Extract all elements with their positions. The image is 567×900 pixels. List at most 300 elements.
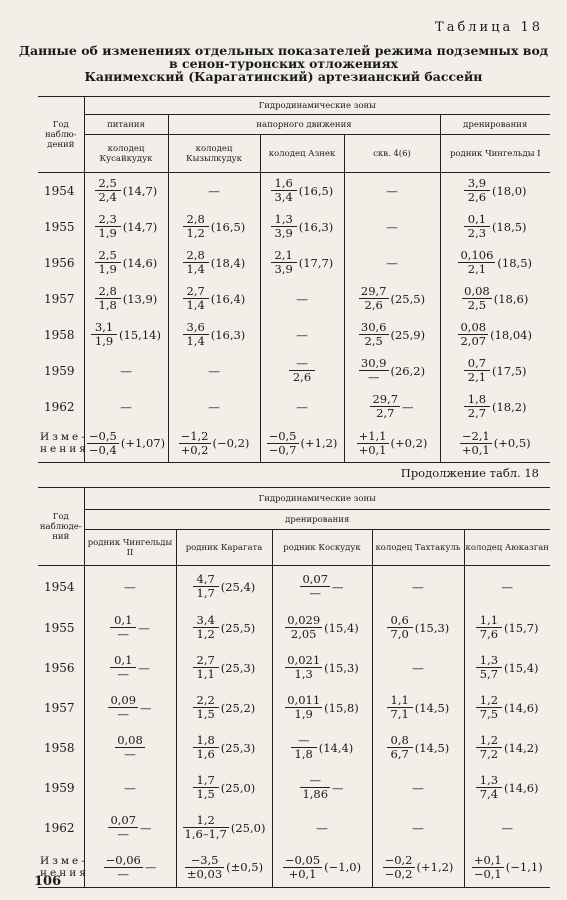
denominator: 7,4 (479, 787, 499, 801)
denominator: 3,9 (274, 226, 293, 240)
denominator: 1,2 (186, 226, 205, 240)
column-header: колодец Кызылкудук (168, 135, 260, 173)
value-cell (168, 425, 260, 463)
value-cell (260, 389, 344, 425)
numerator: 0,8 (387, 734, 413, 748)
fraction (183, 814, 229, 841)
fraction (193, 774, 219, 801)
bracket-value: (15,4) (503, 660, 539, 675)
numerator: 1,3 (476, 654, 502, 668)
denominator: 1,9 (98, 262, 117, 276)
value-cell (84, 768, 176, 808)
table-row (38, 317, 550, 353)
value-cell (344, 389, 440, 425)
value-cell (168, 317, 260, 353)
bracket-value: (18,04) (490, 327, 532, 342)
denominator: — (117, 707, 129, 721)
denominator: — (367, 370, 380, 384)
value-cell (372, 848, 464, 888)
value-cell (440, 389, 550, 425)
denominator: 3,4 (274, 190, 293, 205)
fraction (95, 285, 121, 312)
numerator: 1,7 (193, 774, 219, 788)
numerator: 2,7 (193, 654, 219, 668)
table-row (38, 173, 550, 209)
bracket-value: (−0,2) (212, 436, 250, 451)
numerator: 2,5 (95, 249, 121, 263)
value-cell (440, 317, 550, 353)
numerator: −0,05 (284, 852, 321, 867)
fraction (108, 694, 138, 721)
denominator: 2,1 (467, 370, 487, 384)
value-cell (440, 245, 550, 281)
value-cell (464, 566, 550, 608)
fraction (193, 573, 219, 600)
year-cell: 1957 (44, 700, 75, 715)
value-cell (464, 728, 550, 768)
numerator: 2,8 (183, 249, 209, 263)
bracket-value: (14,7) (122, 183, 158, 198)
table-row (38, 209, 550, 245)
denominator: 2,5 (467, 298, 487, 312)
fraction (476, 654, 502, 681)
bracket-value: — (144, 860, 157, 875)
denominator: ±0,03 (186, 866, 223, 881)
table-caption (0, 44, 567, 83)
column-header: родник Чингельды I (440, 135, 550, 173)
value-cell (344, 245, 440, 281)
fraction (359, 321, 389, 348)
value-cell (168, 281, 260, 317)
bracket-value: — (140, 700, 152, 715)
group-header: дренирования (440, 115, 550, 135)
fraction (267, 430, 299, 457)
fraction (193, 654, 219, 681)
denominator: +0,1 (358, 442, 387, 457)
fraction (476, 734, 502, 761)
bracket-value: (16,3) (298, 219, 334, 234)
fraction (285, 694, 322, 721)
bracket-value: (18,2) (491, 399, 527, 414)
value-cell (464, 688, 550, 728)
table-row (38, 728, 550, 768)
bracket-value: (25,5) (220, 620, 256, 635)
numerator: −2,1 (461, 428, 490, 443)
fraction (95, 177, 121, 204)
numerator: 1,1 (476, 614, 502, 628)
fraction (193, 694, 219, 721)
fraction (464, 213, 490, 240)
value-cell (260, 209, 344, 245)
numerator: 2,8 (95, 285, 121, 299)
value-cell (344, 317, 440, 353)
year-cell: 1958 (44, 740, 75, 755)
value-cell (84, 353, 168, 389)
denominator: 2,07 (460, 334, 487, 348)
fraction (183, 249, 209, 276)
fraction (458, 321, 488, 348)
table-row (38, 848, 550, 888)
denominator: 1,5 (196, 787, 215, 801)
bracket-value: (13,9) (122, 291, 158, 306)
value-cell (372, 608, 464, 648)
denominator: 3,9 (274, 262, 293, 276)
value-cell (272, 768, 372, 808)
bracket-value: (+0,5) (493, 436, 531, 451)
bracket-value: (14,5) (414, 700, 450, 715)
year-cell: 1955 (44, 620, 75, 635)
value-cell (372, 688, 464, 728)
dash-value: — (208, 363, 220, 378)
bracket-value: (18,5) (491, 219, 527, 234)
bracket-value: (25,0) (220, 780, 256, 795)
numerator: 29,7 (360, 284, 387, 298)
year-cell: 1958 (44, 327, 75, 342)
value-cell (84, 245, 168, 281)
denominator: 2,3 (467, 226, 487, 240)
fraction (357, 430, 389, 457)
denominator: 1,9 (294, 707, 313, 721)
fraction (387, 694, 413, 721)
bracket-value: (14,5) (414, 740, 450, 755)
numerator: 2,7 (183, 285, 209, 299)
fraction (110, 654, 136, 681)
bracket-value: (25,5) (390, 291, 426, 306)
fraction (283, 854, 322, 881)
denominator: +0,2 (180, 442, 209, 457)
value-cell (344, 281, 440, 317)
fraction (271, 249, 297, 276)
bracket-value: (15,3) (324, 660, 359, 675)
numerator: 3,6 (183, 321, 209, 335)
bracket-value: (18,4) (210, 255, 246, 270)
fraction (464, 393, 490, 420)
fraction (383, 854, 415, 881)
value-cell (84, 608, 176, 648)
value-cell (84, 281, 168, 317)
denominator: 7,5 (479, 707, 499, 721)
value-cell (272, 608, 372, 648)
year-cell: 1954 (44, 579, 75, 594)
bracket-value: (16,3) (210, 327, 246, 342)
denominator: 1,86 (302, 787, 329, 801)
value-cell (372, 566, 464, 608)
value-cell (372, 728, 464, 768)
fraction (289, 357, 315, 384)
denominator: −0,7 (268, 442, 297, 457)
value-cell (84, 728, 176, 768)
bracket-value: (25,3) (220, 740, 256, 755)
numerator: 1,1 (387, 694, 413, 708)
numerator: +0,1 (473, 852, 502, 867)
value-cell (176, 768, 272, 808)
fraction (115, 734, 145, 761)
denominator: — (124, 747, 136, 761)
denominator: 1,4 (186, 334, 205, 348)
denominator: 1,7 (196, 586, 215, 601)
numerator: 2,5 (95, 177, 121, 191)
denominator: 1,6 (196, 747, 215, 761)
denominator: 2,1 (467, 262, 487, 276)
fraction (291, 734, 317, 761)
page-number: 106 (34, 874, 62, 889)
denominator: −0,4 (88, 442, 117, 457)
numerator: 1,2 (183, 814, 229, 828)
table-row (38, 648, 550, 688)
value-cell (272, 648, 372, 688)
table-row (38, 768, 550, 808)
year-cell: 1962 (44, 820, 75, 835)
dash-value: — (208, 399, 220, 414)
table-row (38, 608, 550, 648)
bracket-value: (14,2) (503, 740, 539, 755)
bracket-value: (14,6) (503, 700, 539, 715)
denominator: — (117, 827, 129, 841)
numerator: 0,1 (110, 614, 136, 628)
year-header: Год наблюде-ний (38, 488, 84, 566)
value-cell (260, 173, 344, 209)
table-row (38, 245, 550, 281)
bracket-value: (16,5) (298, 183, 334, 198)
denominator: 1,8 (98, 298, 117, 312)
denominator: 7,1 (390, 707, 409, 721)
fraction (460, 430, 492, 457)
bracket-value: — (402, 399, 414, 414)
bracket-value: (18,5) (497, 255, 533, 270)
dash-value: — (501, 820, 513, 835)
numerator: 2,2 (193, 694, 219, 708)
numerator: 0,1 (464, 213, 490, 227)
numerator: 2,8 (183, 213, 209, 227)
numerator: 0,09 (110, 693, 137, 707)
value-cell (344, 209, 440, 245)
denominator: 2,5 (364, 334, 383, 348)
fraction (183, 213, 209, 240)
denominator: 1,4 (186, 298, 205, 312)
numerator: 0,08 (464, 284, 490, 298)
value-cell (168, 245, 260, 281)
numerator: 4,7 (193, 573, 219, 587)
fraction (300, 774, 330, 801)
dash-value: — (412, 579, 424, 594)
bracket-value: (14,4) (318, 740, 354, 755)
column-header: скв. 4(6) (344, 135, 440, 173)
numerator: 1,3 (476, 774, 502, 788)
denominator: — (117, 627, 129, 641)
value-cell (84, 566, 176, 608)
column-header: колодец Кусайкудук (84, 135, 168, 173)
continuation-label: Продолжение табл. 18 (400, 466, 539, 480)
value-cell (176, 688, 272, 728)
bracket-value: (17,7) (298, 255, 334, 270)
dash-value: — (316, 820, 328, 835)
value-cell (84, 209, 168, 245)
value-cell (168, 209, 260, 245)
table-row (38, 808, 550, 848)
dash-value: — (124, 579, 136, 594)
value-cell (84, 848, 176, 888)
bracket-value: (15,4) (324, 620, 359, 635)
fraction (110, 614, 136, 641)
denominator: −0,2 (384, 866, 413, 881)
fraction (285, 654, 322, 681)
numerator: 3,1 (91, 321, 117, 335)
value-cell (372, 808, 464, 848)
bracket-value: (15,7) (503, 620, 539, 635)
bracket-value: (+1,2) (300, 436, 338, 451)
denominator: 2,6 (292, 370, 312, 384)
numerator: 0,011 (287, 693, 321, 707)
numerator: 0,021 (287, 653, 321, 667)
group-header: дренирования (84, 510, 550, 530)
fraction (95, 249, 121, 276)
numerator: 0,07 (110, 813, 137, 827)
numerator: 30,6 (360, 320, 387, 334)
column-header: родник Чингельды II (84, 530, 176, 566)
denominator: 1,8 (294, 747, 313, 761)
value-cell (272, 728, 372, 768)
fraction (462, 285, 492, 312)
value-cell (272, 566, 372, 608)
numerator: 2,3 (95, 213, 121, 227)
fraction (193, 614, 219, 641)
value-cell (440, 353, 550, 389)
numerator: 30,9 (360, 356, 387, 370)
changes-label: Изме-нения (38, 425, 84, 463)
fraction (271, 177, 297, 204)
column-header: родник Карагата (176, 530, 272, 566)
numerator: 1,8 (464, 393, 490, 407)
fraction (95, 213, 121, 240)
table-row (38, 688, 550, 728)
data-table-2 (38, 487, 550, 888)
numerator: −1,2 (180, 428, 209, 443)
zone-header: Гидродинамические зоны (84, 488, 550, 510)
changes-label: Изме-нения (38, 848, 84, 888)
zone-header: Гидродинамические зоны (84, 97, 550, 115)
value-cell (372, 768, 464, 808)
column-header: колодец Тахтакуль (372, 530, 464, 566)
dash-value: — (120, 363, 132, 378)
bracket-value: (+1,2) (416, 860, 454, 875)
value-cell (440, 173, 550, 209)
denominator: 2,6 (364, 298, 383, 312)
group-header: питания (84, 115, 168, 135)
bracket-value: — (138, 620, 150, 635)
fraction (464, 357, 490, 384)
year-cell: 1956 (44, 255, 75, 270)
value-cell (176, 728, 272, 768)
denominator: 7,0 (390, 627, 409, 641)
value-cell (176, 808, 272, 848)
denominator: 1,9 (98, 226, 117, 240)
fraction (87, 430, 119, 457)
dash-value: — (412, 780, 424, 795)
value-cell (344, 353, 440, 389)
bracket-value: (26,2) (390, 363, 426, 378)
table-row (38, 389, 550, 425)
numerator: — (300, 774, 330, 788)
bracket-value: (18,6) (493, 291, 529, 306)
bracket-value: (16,5) (210, 219, 246, 234)
table-row (38, 353, 550, 389)
dash-value: — (501, 579, 513, 594)
numerator: −0,5 (88, 428, 117, 443)
bracket-value: (+1,07) (120, 436, 166, 451)
table-row (38, 281, 550, 317)
numerator: 1,2 (476, 734, 502, 748)
value-cell (84, 389, 168, 425)
bracket-value: (15,14) (119, 327, 161, 342)
denominator: 7,6 (479, 627, 499, 641)
dash-value: — (412, 820, 424, 835)
bracket-value: — (138, 660, 150, 675)
value-cell (260, 317, 344, 353)
numerator: 0,07 (302, 572, 329, 587)
year-cell: 1959 (44, 363, 75, 378)
fraction (359, 357, 389, 384)
dash-value: — (296, 327, 308, 342)
dash-value: — (208, 183, 220, 198)
bracket-value: (16,4) (210, 291, 246, 306)
numerator: 0,7 (464, 357, 490, 371)
caption-line: Данные об изменениях отдельных показателей режима подземных вод (18, 43, 549, 58)
fraction (185, 854, 224, 881)
numerator: 1,3 (271, 213, 297, 227)
dash-value: — (120, 399, 132, 414)
value-cell (440, 281, 550, 317)
fraction (476, 774, 502, 801)
denominator: 7,2 (479, 747, 499, 761)
denominator: — (309, 586, 321, 601)
numerator: 3,9 (464, 177, 490, 191)
caption-line: Канимехский (Карагатинский) артезианский бассейн (84, 69, 483, 84)
value-cell (176, 848, 272, 888)
data-table-1 (38, 96, 550, 463)
value-cell (176, 608, 272, 648)
value-cell (84, 648, 176, 688)
value-cell (84, 808, 176, 848)
year-header: Год наблю-дений (38, 97, 84, 173)
fraction (285, 614, 322, 641)
numerator: 0,6 (387, 614, 413, 628)
value-cell (344, 425, 440, 463)
value-cell (272, 688, 372, 728)
value-cell (84, 425, 168, 463)
denominator: — (117, 667, 129, 681)
fraction (359, 285, 389, 312)
fraction (370, 393, 400, 420)
numerator: 3,4 (193, 614, 219, 628)
year-cell: 1962 (44, 399, 75, 414)
dash-value: — (296, 291, 308, 306)
denominator: 2,4 (98, 190, 117, 205)
value-cell (464, 608, 550, 648)
bracket-value: (25,3) (220, 660, 256, 675)
value-cell (84, 688, 176, 728)
numerator: +1,1 (358, 428, 387, 443)
bracket-value: (25,4) (220, 579, 256, 594)
numerator: 1,2 (476, 694, 502, 708)
numerator: −3,5 (185, 854, 224, 868)
value-cell (344, 173, 440, 209)
numerator: −0,06 (105, 852, 141, 867)
numerator: 29,7 (372, 392, 399, 406)
fraction (300, 573, 330, 600)
denominator: 1,3 (294, 667, 313, 681)
fraction (183, 285, 209, 312)
dash-value: — (386, 183, 398, 198)
